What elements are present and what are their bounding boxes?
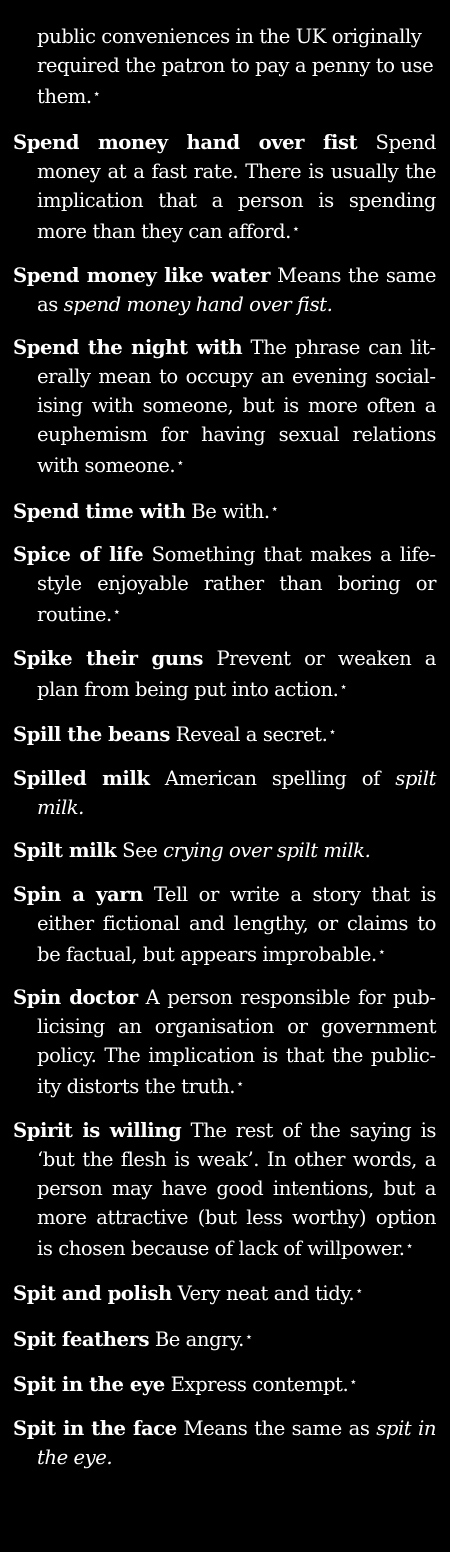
entry-term: Spike their guns [13, 646, 203, 670]
entry-term: Spilled milk [13, 766, 150, 790]
entry-definition: Be with. [191, 499, 270, 523]
entry-cross-reference: spilt milk. [37, 766, 436, 819]
star-icon: ⋆ [176, 456, 184, 471]
entry-spit-in-the-eye [13, 1368, 436, 1399]
entry-term: Spice of life [13, 543, 144, 566]
entry-cross-reference: crying over spilt milk. [163, 839, 371, 862]
entry-definition: The phrase can literally mean to occupy an evening socialising with someone, but is more often a euphemism for having sexual relations with someone. [37, 336, 436, 477]
entry-definition: Express contempt. [170, 1373, 349, 1396]
entry-term: Spilt milk [13, 839, 117, 862]
entry-spike-their-guns [13, 644, 436, 704]
entry-term: Spin doctor [13, 986, 138, 1009]
entry-term: Spend money like water [13, 263, 271, 287]
entry-term: Spend time with [13, 499, 186, 523]
entry-term: Spit and polish [13, 1282, 172, 1305]
entry-definition: Spend money at a fast rate. There is usually the implication that a person is spending more than they can afford. [37, 131, 436, 243]
entry-term: Spirit is willing [13, 1118, 182, 1142]
entry-term: Spin a yarn [13, 882, 143, 906]
star-icon: ⋆ [270, 501, 279, 517]
continued-entry [13, 22, 436, 111]
star-icon: ⋆ [405, 1238, 414, 1254]
star-icon: ⋆ [377, 944, 386, 960]
entry-definition: Something that makes a lifestyle enjoyable rather than boring or routine. [37, 543, 437, 626]
star-icon: ⋆ [339, 679, 348, 695]
star-icon: ⋆ [355, 1284, 363, 1299]
entry-definition: Reveal a secret. [175, 723, 328, 746]
entry-definition: Means the same as [37, 263, 437, 316]
star-icon: ⋆ [328, 725, 337, 740]
star-icon: ⋆ [291, 222, 300, 237]
entry-spend-time-with [13, 495, 436, 526]
entry-spirit-is-willing [13, 1116, 436, 1263]
entry-definition: The rest of the saying is ‘but the flesh is weak’. In other words, a person may have good intentions, but a more attractive (but less worthy) option is chosen because of lack of willpower. [37, 1118, 437, 1260]
continued-text: public conveniences in the UK originally required the patron to pay a penny to use them. [37, 25, 434, 108]
star-icon: ⋆ [112, 605, 121, 620]
entry-spilled-milk [13, 764, 436, 822]
entry-definition: Means the same as [183, 1416, 370, 1440]
entry-definition: A person responsible for publicising an organisation or government policy. The implication is that the publicity distorts the truth. [37, 986, 436, 1098]
entry-definition: Very neat and tidy. [177, 1282, 355, 1305]
entry-spend-money-like-water [13, 261, 436, 319]
entry-spin-a-yarn [13, 880, 436, 969]
entry-cross-reference: spit in the eye. [37, 1416, 437, 1469]
entry-definition: Tell or write a story that is either fictional and lengthy, or claims to be factual, but appears improbable. [37, 882, 437, 966]
entry-definition: Prevent or weaken a plan from being put into action. [37, 646, 437, 701]
entry-spend-money-hand-over-fist [13, 128, 436, 246]
entry-term: Spit in the face [13, 1416, 177, 1440]
star-icon: ⋆ [92, 87, 101, 102]
star-icon: ⋆ [236, 1077, 244, 1092]
entry-definition: Be angry. [154, 1327, 244, 1351]
entry-term: Spit feathers [13, 1327, 150, 1351]
entry-spin-doctor [13, 983, 436, 1101]
entry-term: Spend the night with [13, 336, 243, 359]
entry-term: Spend money hand over fist [13, 131, 358, 154]
entry-cross-reference: spend money hand over fist. [63, 292, 333, 316]
entry-spit-and-polish [13, 1277, 436, 1308]
entry-definition: American spelling of [164, 766, 380, 790]
star-icon: ⋆ [244, 1329, 253, 1345]
entry-term: Spill the beans [13, 723, 170, 746]
entry-term: Spit in the eye [13, 1373, 165, 1396]
entry-spit-feathers [13, 1323, 436, 1354]
entry-spilt-milk [13, 836, 436, 865]
entry-definition: See [122, 839, 158, 862]
entry-spit-in-the-face [13, 1414, 436, 1472]
entry-spice-of-life [13, 540, 436, 629]
entry-spend-the-night-with [13, 333, 436, 480]
entry-spill-the-beans [13, 718, 436, 749]
star-icon: ⋆ [349, 1375, 357, 1390]
